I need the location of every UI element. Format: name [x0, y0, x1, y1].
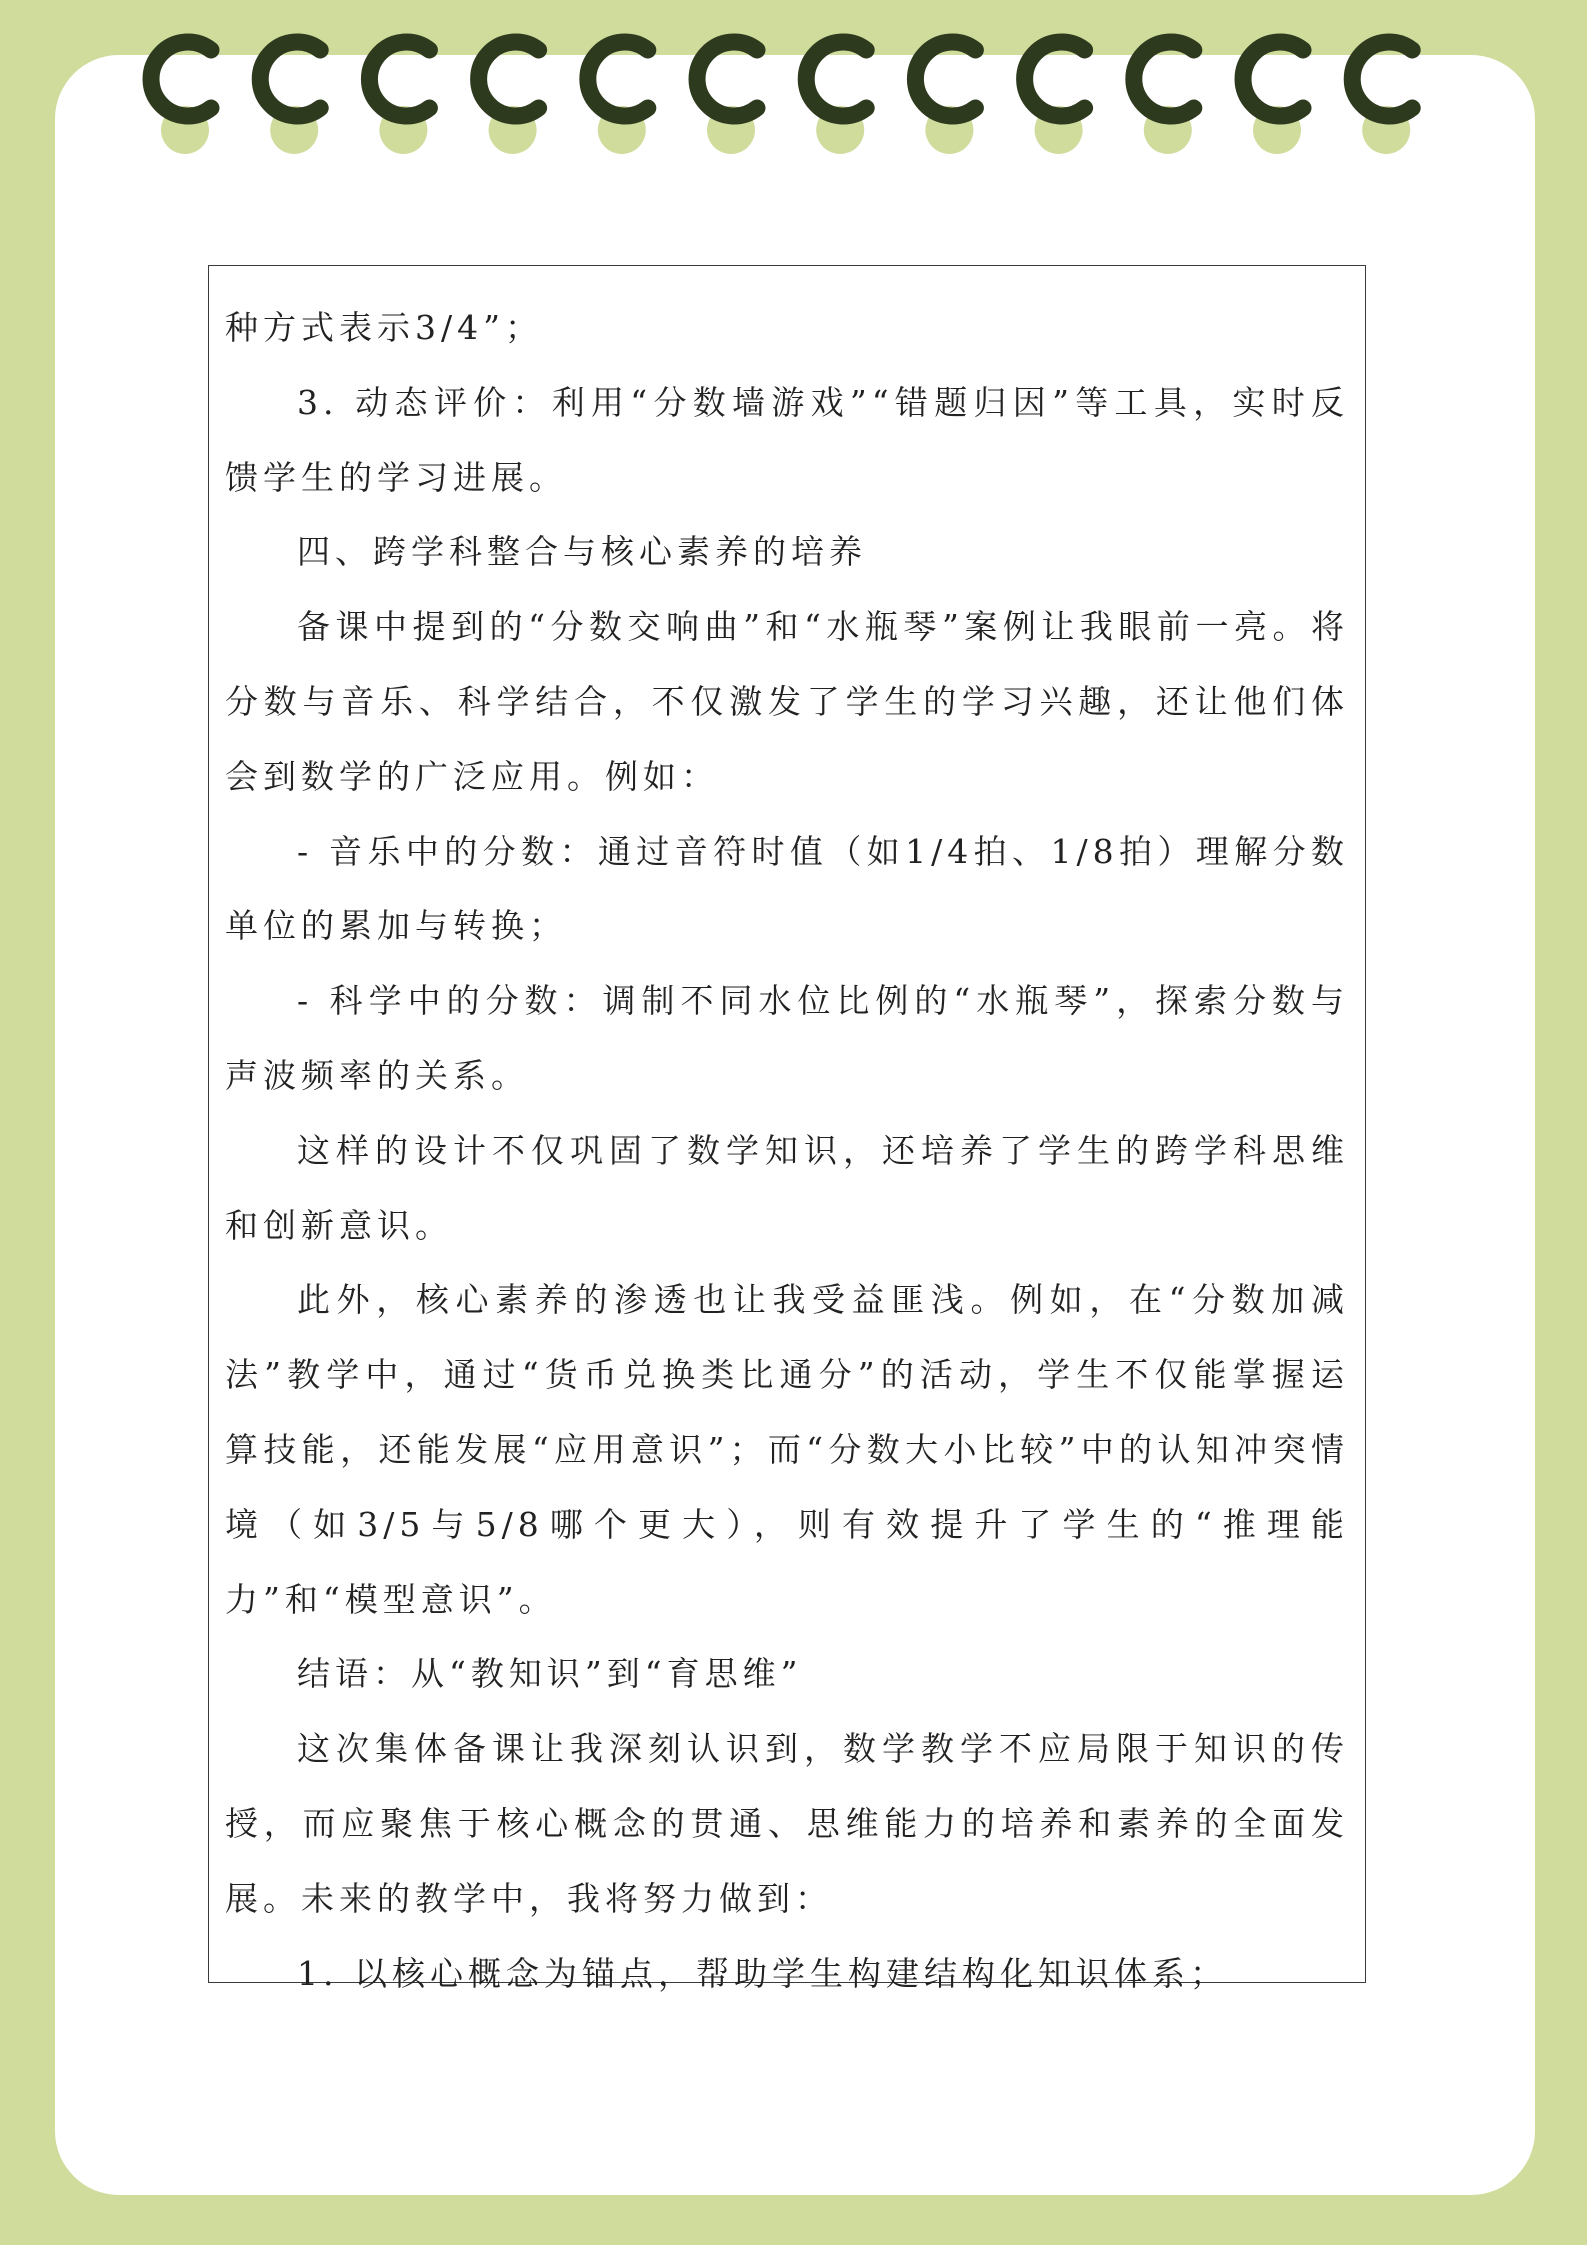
spiral-ring-icon — [1025, 42, 1085, 154]
spiral-ring-icon — [1243, 42, 1303, 154]
spiral-ring-icon — [1352, 42, 1412, 154]
paragraph: - 音乐中的分数：通过音符时值（如1/4拍、1/8拍）理解分数单位的累加与转换； — [225, 831, 1349, 946]
spiral-binding — [0, 0, 1587, 170]
spiral-ring-icon — [588, 42, 648, 154]
text-box — [208, 265, 1366, 1993]
paragraph: 这样的设计不仅巩固了数学知识，还培养了学生的跨学科思维和创新意识。 — [225, 1130, 1349, 1245]
paragraph: 3. 动态评价：利用“分数墙游戏”“错题归因”等工具，实时反馈学生的学习进展。 — [225, 382, 1349, 497]
paragraph: 1. 以核心概念为锚点，帮助学生构建结构化知识体系； — [297, 1953, 1228, 1993]
spiral-ring-icon — [1134, 42, 1194, 154]
spiral-ring-icon — [151, 42, 211, 154]
paragraph: 四、跨学科整合与核心素养的培养 — [297, 532, 867, 572]
paragraph: 种方式表示3/4”； — [225, 308, 543, 347]
spiral-ring-icon — [479, 42, 539, 154]
paragraph: 这次集体备课让我深刻认识到，数学教学不应局限于知识的传授，而应聚焦于核心概念的贯通、思维能力的培养和素养的全面发展。未来的教学中，我将努力做到： — [225, 1729, 1349, 1918]
spiral-ring-icon — [915, 42, 975, 154]
spiral-ring-icon — [806, 42, 866, 154]
paragraph: - 科学中的分数：调制不同水位比例的“水瓶琴”，探索分数与声波频率的关系。 — [225, 981, 1349, 1095]
spiral-ring-icon — [697, 42, 757, 154]
spiral-ring-icon — [260, 42, 320, 154]
paragraph: 结语：从“教知识”到“育思维” — [297, 1654, 803, 1694]
paragraph: 备课中提到的“分数交响曲”和“水瓶琴”案例让我眼前一亮。将分数与音乐、科学结合，不仅激发了学生的学习兴趣，还让他们体会到数学的广泛应用。例如： — [225, 607, 1349, 796]
spiral-ring-icon — [369, 42, 429, 154]
paragraph: 此外，核心素养的渗透也让我受益匪浅。例如，在“分数加减法”教学中，通过“货币兑换类比通分”的活动，学生不仅能掌握运算技能，还能发展“应用意识”；而“分数大小比较”中的认知冲突情境（如3/5与5/8哪个更大），则有效提升了学生的“推理能力”和“模型意识”。 — [225, 1280, 1349, 1619]
